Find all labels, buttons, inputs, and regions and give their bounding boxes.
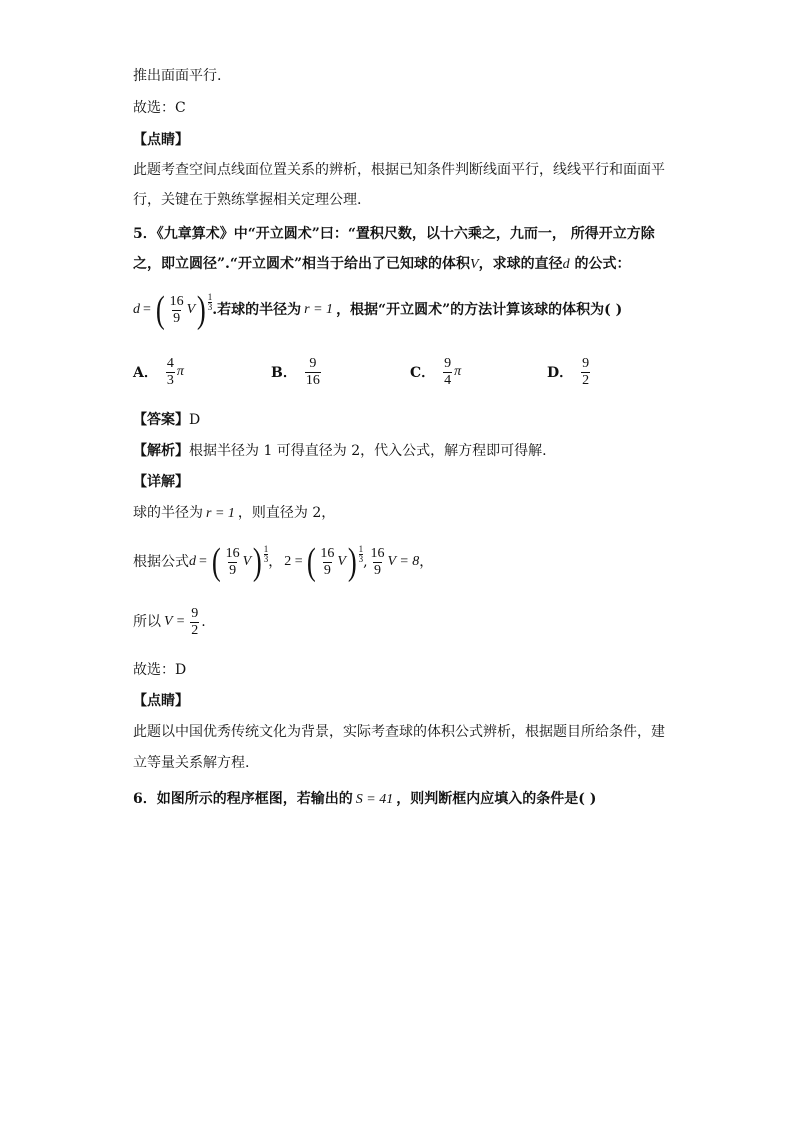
answer-options <box>133 352 733 392</box>
step-text: 所以 <box>133 614 161 630</box>
section-heading-tip: 【点睛】 <box>133 693 189 709</box>
formula-v: V <box>337 554 346 569</box>
exponent-denominator: 3 <box>207 301 213 312</box>
right-paren: ) <box>197 289 206 331</box>
right-paren: ) <box>253 541 262 583</box>
formula-eq: = <box>199 554 207 569</box>
question-5-formula-line <box>133 286 734 334</box>
text-line: 故选：C <box>133 100 186 116</box>
fraction-denominator: 16 <box>305 372 320 388</box>
formula-d: d <box>133 302 140 317</box>
radius-expression: r = 1 <box>304 302 334 317</box>
choose-line: 故选：D <box>133 662 187 678</box>
question-text: 如图所示的程序框图，若输出的 <box>156 791 353 807</box>
option-label: D． <box>547 365 574 381</box>
option-fraction <box>581 356 590 389</box>
fraction-denominator: 3 <box>166 372 174 388</box>
question-5-line1 <box>133 224 734 244</box>
formula-fraction <box>370 546 386 579</box>
fraction-numerator: 16 <box>320 545 335 561</box>
question-text: ，求球的直径 <box>478 256 563 272</box>
detail-step-1 <box>133 503 734 524</box>
text-line: 立等量关系解方程. <box>133 755 250 771</box>
option-a[interactable] <box>133 352 184 392</box>
text-line: 此题以中国优秀传统文化为背景，实际考查球的体积公式辨析，根据题目所给条件，建 <box>133 724 665 740</box>
question-5-line2 <box>133 254 734 275</box>
step-text: ，则直径为 2， <box>237 505 336 521</box>
question-text: 《九章算术》中“开立圆术”曰：“置积尺数，以十六乘之，九而一， 所得开立方除 <box>156 226 655 242</box>
pi-symbol: π <box>176 364 184 379</box>
fraction-numerator: 9 <box>444 355 452 371</box>
fraction-numerator: 9 <box>309 355 317 371</box>
option-fraction <box>443 356 452 389</box>
fraction-denominator: 2 <box>191 622 199 638</box>
exponent-numerator: 1 <box>358 543 364 554</box>
question-text: 之，即立圆径”.“开立圆术”相当于给出了已知球的体积 <box>133 256 471 272</box>
radius-expression: r = 1 <box>206 506 235 521</box>
question-text: ，则判断框内应填入的条件是( ) <box>396 791 597 807</box>
text-line: 此题考查空间点线面位置关系的辨析，根据已知条件判断线面平行，线线平行和面面平 <box>133 162 665 178</box>
fraction-numerator: 16 <box>225 545 240 561</box>
question-number: 5． <box>133 226 157 242</box>
fraction-denominator: 9 <box>323 562 331 578</box>
variable-v: V <box>470 257 479 272</box>
exponent-fraction <box>264 545 269 564</box>
analysis-line <box>133 441 734 461</box>
variable-d: d <box>562 257 570 272</box>
formula-fraction <box>319 546 335 579</box>
option-c[interactable] <box>410 352 461 392</box>
formula-fraction <box>225 546 241 579</box>
text-line: 行，关键在于熟练掌握相关定理公理. <box>133 192 362 208</box>
text-line: 推出面面平行. <box>133 68 222 84</box>
question-text: ，根据“开立圆术”的方法计算该球的体积为( ) <box>336 302 623 318</box>
exponent-numerator: 1 <box>263 543 269 554</box>
formula-fraction <box>169 294 185 327</box>
right-paren: ) <box>347 541 357 583</box>
option-fraction <box>166 356 175 389</box>
separator: , <box>363 554 368 570</box>
exponent-denominator: 3 <box>358 553 364 564</box>
detail-heading: 【详解】 <box>133 474 189 490</box>
step-text: 根据公式 <box>133 554 189 570</box>
formula-v: V <box>242 554 252 569</box>
question-6-line <box>133 789 734 810</box>
left-paren: ( <box>155 289 165 331</box>
separator: ， <box>268 554 283 570</box>
analysis-heading: 【解析】 <box>133 443 189 459</box>
option-d[interactable] <box>547 352 592 392</box>
option-label: C． <box>410 365 436 381</box>
analysis-text: 根据半径为 1 可得直径为 2，代入公式，解方程即可得解. <box>189 443 547 459</box>
output-expression: S = 41 <box>355 792 394 807</box>
formula-eq: = <box>143 302 151 317</box>
fraction-numerator: 16 <box>370 545 385 561</box>
answer-line <box>133 410 734 430</box>
option-b[interactable] <box>271 352 323 392</box>
volume-expression: V = <box>164 614 186 629</box>
step-text: 球的半径为 <box>133 505 203 521</box>
volume-fraction <box>190 606 199 639</box>
fraction-denominator: 4 <box>444 372 452 388</box>
section-heading-tip: 【点睛】 <box>133 132 189 148</box>
detail-step-2 <box>133 538 734 586</box>
fraction-denominator: 9 <box>374 562 382 578</box>
option-label: B． <box>271 365 297 381</box>
option-label: A． <box>133 365 158 381</box>
period: . <box>201 614 206 630</box>
fraction-numerator: 9 <box>191 605 199 621</box>
option-fraction <box>305 356 321 389</box>
fraction-numerator: 16 <box>169 293 184 309</box>
detail-step-3 <box>133 602 734 642</box>
fraction-denominator: 2 <box>582 372 590 388</box>
answer-value: D <box>189 412 201 428</box>
equation-left: 2 = <box>284 554 303 569</box>
pi-symbol: π <box>454 364 462 379</box>
exponent-fraction <box>359 545 364 564</box>
fraction-numerator: 4 <box>166 355 174 371</box>
question-number: 6． <box>133 791 157 807</box>
fraction-numerator: 9 <box>582 355 590 371</box>
fraction-denominator: 9 <box>173 310 181 326</box>
left-paren: ( <box>306 541 316 583</box>
formula-v: V <box>186 302 196 317</box>
formula-d: d <box>189 554 196 569</box>
exponent-numerator: 1 <box>207 291 213 302</box>
exponent-fraction <box>208 293 213 312</box>
question-text: .若球的半径为 <box>212 302 302 318</box>
left-paren: ( <box>211 541 221 583</box>
fraction-denominator: 9 <box>229 562 237 578</box>
equation-result: V = 8 <box>387 554 420 569</box>
exponent-denominator: 3 <box>263 553 269 564</box>
separator: ， <box>419 554 434 570</box>
answer-heading: 【答案】 <box>133 412 189 428</box>
question-text: 的公式： <box>569 256 631 272</box>
